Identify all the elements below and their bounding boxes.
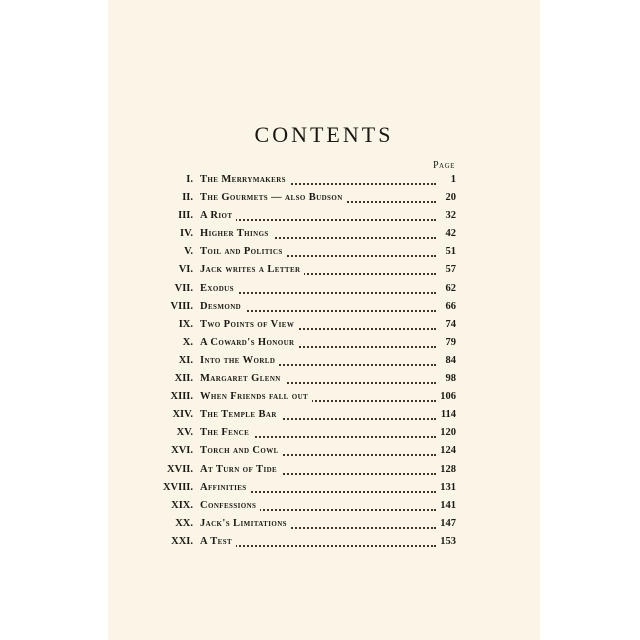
chapter-number: XI.: [178, 354, 193, 366]
chapter-number: XVI.: [171, 445, 193, 457]
table-of-contents: [108, 171, 540, 551]
chapter-number: III.: [178, 210, 193, 222]
chapter-title: Confessions: [200, 497, 260, 515]
toc-row: [108, 424, 540, 442]
toc-row: [108, 298, 540, 316]
chapter-page-number: 131: [440, 481, 456, 493]
chapter-page-number: 32: [445, 210, 456, 222]
toc-row: [108, 515, 540, 533]
chapter-number: X.: [182, 336, 193, 348]
chapter-title: A Test: [200, 533, 236, 551]
toc-row: [108, 189, 540, 207]
chapter-title: Desmond: [200, 298, 245, 316]
toc-row: [108, 334, 540, 352]
toc-row: [108, 479, 540, 497]
chapter-number: XX.: [175, 517, 193, 529]
toc-row: [108, 225, 540, 243]
toc-row: [108, 352, 540, 370]
page-title: CONTENTS: [254, 122, 394, 147]
chapter-number: XIX.: [171, 499, 193, 511]
chapter-page-number: 153: [440, 535, 456, 547]
chapter-title: Two Points of View: [200, 316, 298, 334]
chapter-number: XVII.: [167, 463, 193, 475]
chapter-number: V.: [184, 246, 193, 258]
chapter-number: XIV.: [172, 409, 193, 421]
toc-row: [108, 261, 540, 279]
chapter-page-number: 1: [450, 174, 456, 185]
chapter-title: Exodus: [200, 280, 238, 298]
toc-row: [108, 406, 540, 424]
chapter-number: XII.: [174, 373, 193, 385]
toc-row: [108, 207, 540, 225]
toc-row: [108, 370, 540, 388]
chapter-title: The Merrymakers: [200, 171, 290, 189]
chapter-title: The Fence: [200, 424, 253, 442]
chapter-title: Margaret Glenn: [200, 370, 285, 388]
chapter-number: IX.: [178, 318, 193, 330]
chapter-title: Higher Things: [200, 225, 273, 243]
chapter-number: XVIII.: [162, 481, 193, 493]
toc-row: [108, 171, 540, 189]
chapter-page-number: 124: [440, 445, 456, 457]
toc-row: [108, 243, 540, 261]
chapter-number: II.: [182, 192, 193, 204]
chapter-title: Torch and Cowl: [200, 442, 283, 460]
chapter-page-number: 42: [445, 228, 456, 240]
chapter-page-number: 141: [440, 499, 456, 511]
chapter-title: When Friends fall out: [200, 388, 312, 406]
chapter-number: VII.: [174, 282, 193, 294]
chapter-title: Into the World: [200, 352, 279, 370]
chapter-page-number: 51: [445, 246, 456, 258]
chapter-title: A Coward's Honour: [200, 334, 299, 352]
chapter-page-number: 74: [445, 318, 456, 330]
chapter-title: The Gourmets — also Budson: [200, 189, 347, 207]
chapter-number: VIII.: [170, 300, 193, 312]
chapter-page-number: 128: [440, 463, 456, 475]
page-column-label: Page: [433, 160, 455, 171]
chapter-title: Affinities: [200, 479, 251, 497]
chapter-page-number: 57: [445, 264, 456, 276]
chapter-page-number: 147: [440, 517, 456, 529]
toc-row: [108, 497, 540, 515]
chapter-page-number: 114: [440, 409, 456, 421]
chapter-title: A Riot: [200, 207, 236, 225]
chapter-title: Jack's Limitations: [200, 515, 291, 533]
toc-row: [108, 316, 540, 334]
chapter-page-number: 62: [445, 282, 456, 294]
chapter-number: XXI.: [171, 535, 193, 547]
chapter-page-number: 20: [445, 192, 456, 204]
chapter-page-number: 106: [440, 391, 456, 403]
chapter-number: I.: [186, 174, 193, 185]
chapter-page-number: 120: [440, 427, 456, 439]
toc-row: [108, 388, 540, 406]
toc-row: [108, 280, 540, 298]
chapter-title: Toil and Politics: [200, 243, 287, 261]
toc-row: [108, 461, 540, 479]
chapter-page-number: 98: [445, 373, 456, 385]
chapter-number: XV.: [176, 427, 193, 439]
chapter-page-number: 66: [445, 300, 456, 312]
chapter-title: The Temple Bar: [200, 406, 281, 424]
toc-row: [108, 442, 540, 460]
chapter-number: IV.: [180, 228, 193, 240]
chapter-number: XIII.: [170, 391, 193, 403]
chapter-number: VI.: [178, 264, 193, 276]
toc-row: [108, 533, 540, 551]
chapter-page-number: 84: [445, 354, 456, 366]
book-page: [108, 0, 540, 640]
chapter-title: Jack writes a Letter: [200, 261, 304, 279]
chapter-page-number: 79: [445, 336, 456, 348]
chapter-title: At Turn of Tide: [200, 461, 281, 479]
